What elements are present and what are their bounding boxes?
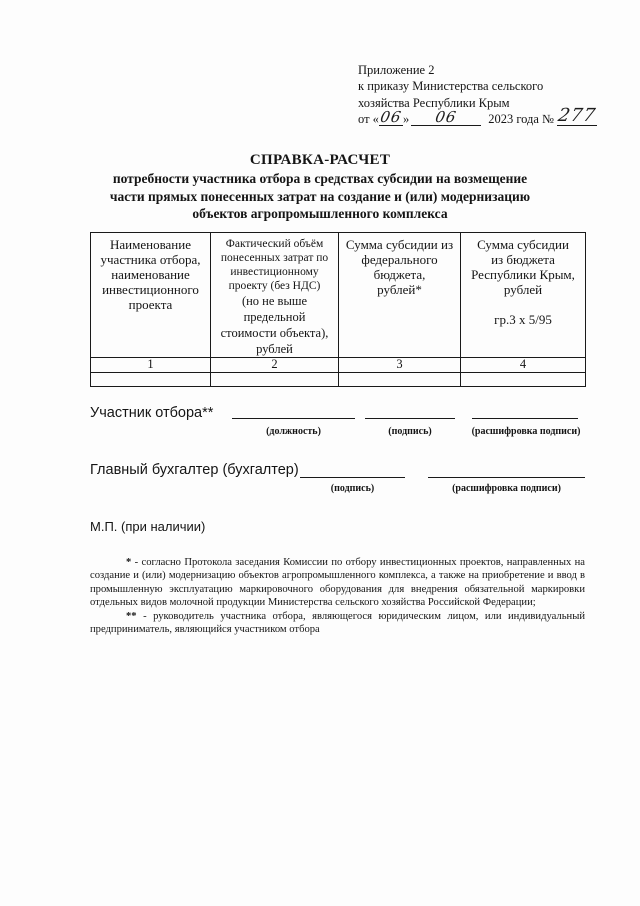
order-date-line: [358, 104, 598, 127]
handwritten-day: 06: [378, 107, 404, 126]
header-line: проекта: [128, 297, 173, 312]
header-line: стоимости объекта),: [220, 326, 329, 340]
header-participant-project: [91, 233, 211, 358]
header-line: участника отбора,: [100, 252, 201, 267]
participant-signature-line: [365, 418, 455, 419]
header-crimea-subsidy: [461, 233, 586, 358]
header-line: Фактический объём: [225, 238, 324, 250]
appendix-number: Приложение 2: [358, 63, 435, 77]
accountant-name-caption: (расшифровка подписи): [452, 483, 561, 494]
table-cell: [211, 373, 339, 387]
column-number: 4: [461, 358, 586, 373]
table-cell: [91, 373, 211, 387]
header-line: Сумма субсидии: [477, 237, 569, 252]
participant-signature-label: Участник отбора**: [90, 405, 214, 421]
calculation-table: [90, 232, 586, 387]
participant-name-line: [472, 418, 578, 419]
header-line: предельной: [243, 310, 306, 324]
header-line: инвестиционного: [102, 282, 199, 297]
header-line: Наименование: [110, 237, 191, 252]
appendix-block: [358, 62, 597, 127]
appendix-order-ref: к приказу Министерства сельского: [358, 79, 544, 94]
accountant-signature-label: Главный бухгалтер (бухгалтер): [90, 462, 299, 478]
document-title-block: [0, 150, 640, 223]
date-prefix: от «: [358, 111, 379, 126]
header-line: инвестиционному: [230, 266, 319, 278]
column-number-row: [91, 358, 586, 373]
column-number: 3: [339, 358, 461, 373]
footnote-marker: **: [126, 610, 137, 622]
header-line: бюджета,: [373, 267, 426, 282]
header-line: федерального: [361, 252, 438, 267]
table-row: [91, 373, 586, 387]
order-month-field: [411, 107, 481, 126]
subtitle-line: объектов агропромышленного комплекса: [192, 206, 448, 221]
order-day-field: [378, 107, 404, 126]
header-line: понесенных затрат по: [220, 252, 329, 264]
column-number: 1: [91, 358, 211, 373]
header-line: Сумма субсидии из: [345, 237, 454, 252]
participant-name-caption: (расшифровка подписи): [471, 426, 581, 437]
footnote-text: - руководитель участника отбора, являющегося юридическим лицом, или индивидуальный предприниматель, являющийся участником отбора: [90, 610, 585, 636]
appendix-ministry: хозяйства Республики Крым: [358, 95, 510, 110]
accountant-signature-caption: (подпись): [330, 483, 375, 494]
header-line: рублей*: [377, 282, 422, 297]
handwritten-month: 06: [434, 107, 459, 126]
column-number: 2: [211, 358, 339, 373]
table-header-row: [91, 233, 586, 358]
seal-placeholder: М.П. (при наличии): [90, 519, 206, 534]
footnote-text: - согласно Протокола заседания Комиссии по отбору инвестиционных проектов, направленных на создание и (или) модернизацию объектов агропромышленного комплекса, а также на приобретение и ввод в промышленную эксплуатацию маркировочного оборудования для внедрения обязательной маркировки отдельных видов молочной продукции Министерства сельского хозяйства Российской Федерации;: [90, 557, 585, 609]
table-cell: [339, 373, 461, 387]
date-close-quote: »: [402, 111, 410, 126]
participant-signature-caption: (подпись): [388, 426, 432, 437]
handwritten-order-number: 277: [556, 104, 598, 126]
document-title: СПРАВКА-РАСЧЕТ: [249, 152, 391, 168]
header-actual-costs: [211, 233, 339, 358]
header-formula: гр.3 х 5/95: [494, 312, 552, 327]
order-number-field: [556, 104, 598, 126]
footnotes: [90, 556, 585, 636]
header-federal-subsidy: [339, 233, 461, 358]
order-year-text: 2023 года №: [488, 111, 554, 126]
participant-position-line: [232, 418, 355, 419]
subtitle-line: потребности участника отбора в средствах субсидии на возмещение: [112, 171, 528, 186]
accountant-name-line: [428, 477, 585, 478]
table-cell: [461, 373, 586, 387]
header-line: из бюджета: [491, 252, 555, 267]
participant-position-caption: (должность): [266, 426, 321, 437]
footnote-federal-subsidy: [90, 556, 585, 610]
header-line: рублей: [256, 342, 293, 356]
header-line: наименование: [111, 267, 190, 282]
subtitle-line: части прямых понесенных затрат на создание и (или) модернизацию: [109, 188, 531, 204]
header-line: рублей: [503, 282, 543, 297]
accountant-signature-line: [300, 477, 405, 478]
footnote-marker: *: [126, 557, 132, 568]
header-line: (но не выше: [241, 294, 308, 308]
footnote-participant: [90, 610, 585, 637]
header-line: проекту (без НДС): [228, 280, 321, 292]
header-line: Республики Крым,: [471, 267, 575, 282]
